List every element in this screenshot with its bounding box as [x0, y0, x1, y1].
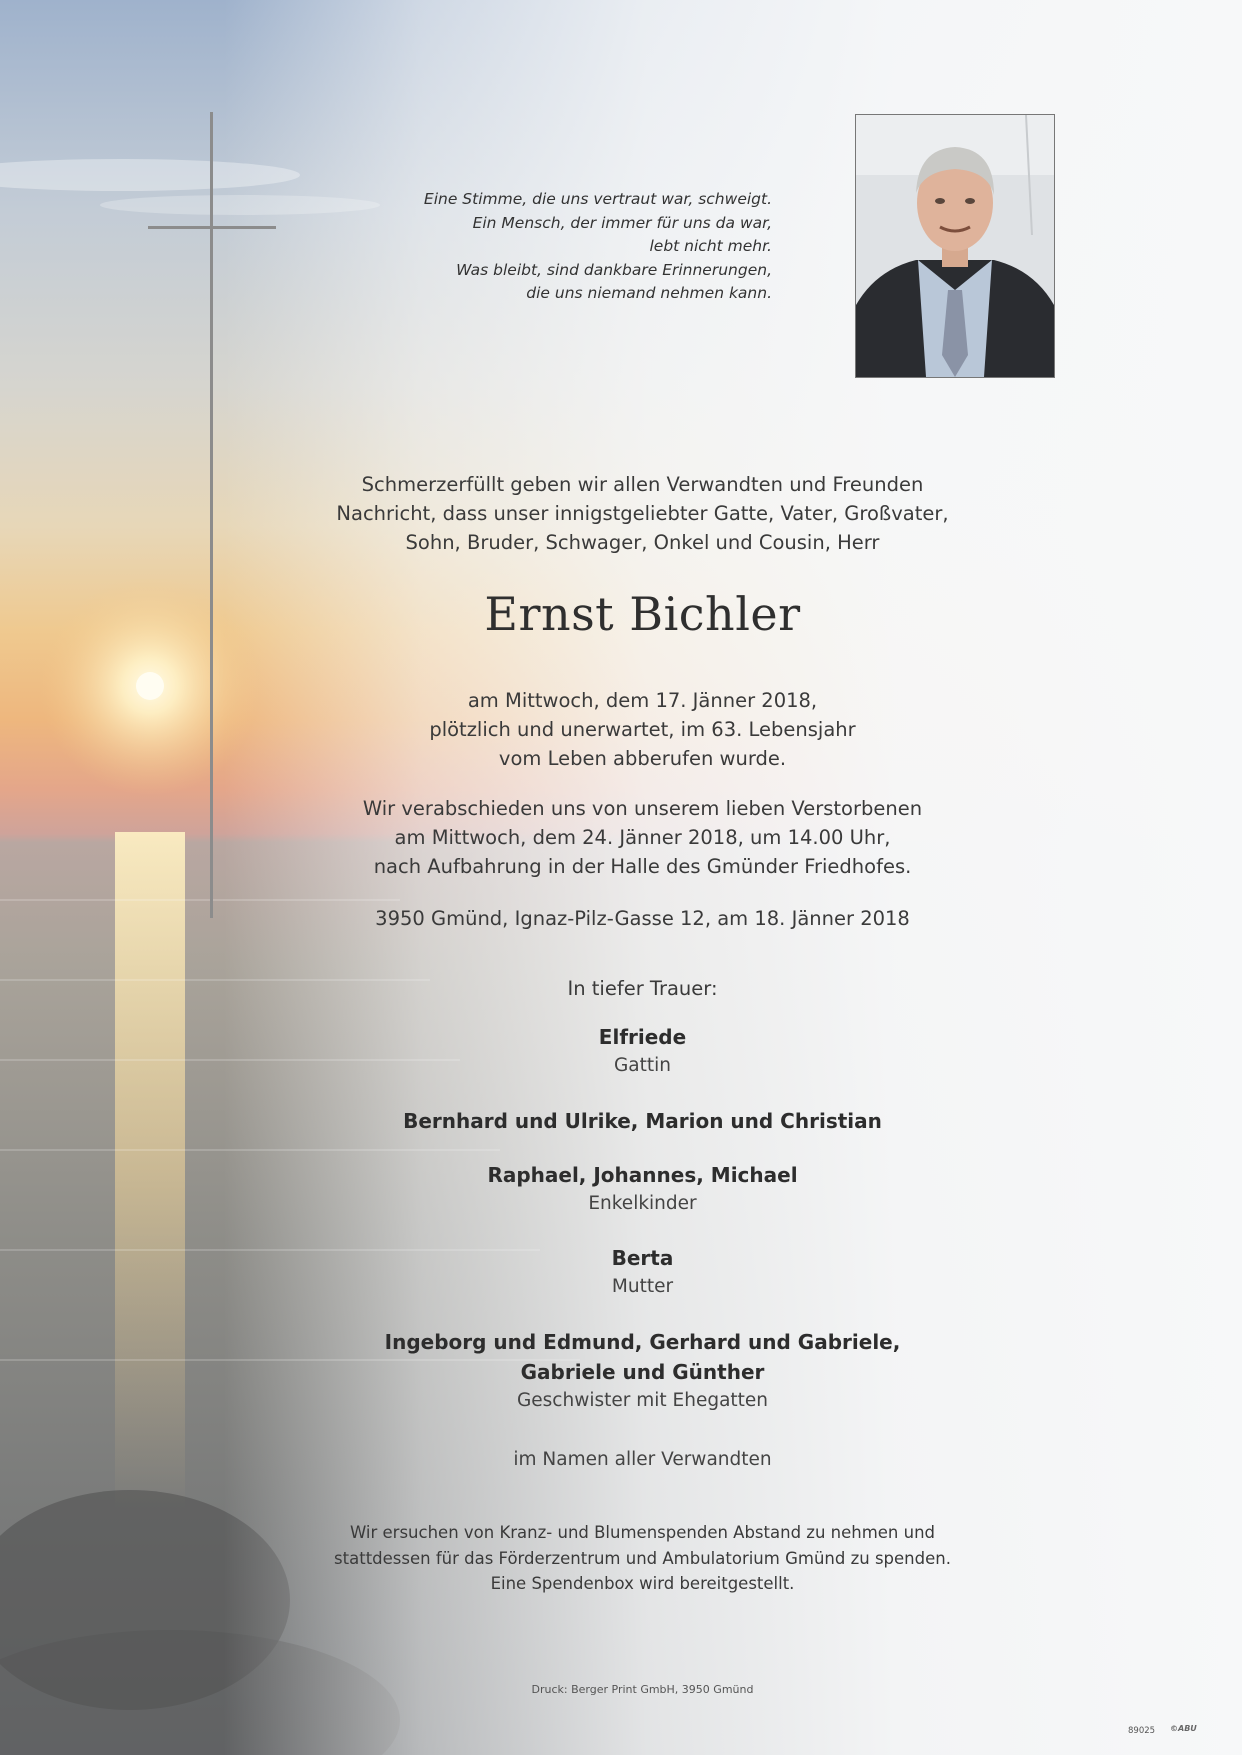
farewell-line: am Mittwoch, dem 24. Jänner 2018, um 14.00 Uhr, [394, 826, 891, 849]
mourner-relation: Enkelkinder [588, 1193, 697, 1214]
cross-vertical-bar [210, 112, 213, 918]
cross-horizontal-bar [148, 226, 276, 229]
quote-line: Eine Stimme, die uns vertraut war, schweigt. [423, 190, 772, 208]
printer-logo: ©ABU [1170, 1724, 1197, 1733]
mourner-group [280, 1106, 1005, 1136]
printer-credit: Druck: Berger Print GmbH, 3950 Gmünd [531, 1683, 754, 1696]
announcement-text [280, 470, 1005, 557]
mourner-relation: Gattin [613, 1055, 672, 1076]
portrait-photo [855, 114, 1055, 378]
quote-line: lebt nicht mehr. [649, 237, 772, 255]
mourner-names: Berta [611, 1246, 674, 1270]
donation-line: Wir ersuchen von Kranz- und Blumenspenden Abstand zu nehmen und [349, 1523, 936, 1542]
donation-line: stattdessen für das Förderzentrum und Ambulatorium Gmünd zu spenden. [334, 1548, 951, 1568]
mourner-group [280, 1327, 1005, 1415]
announcement-line: Schmerzerfüllt geben wir allen Verwandten und Freunden [361, 473, 924, 496]
announcement-line: Sohn, Bruder, Schwager, Onkel und Cousin, Herr [405, 531, 880, 554]
quote-line: Was bleibt, sind dankbare Erinnerungen, [456, 260, 772, 279]
mourner-names: Gabriele und Günther [520, 1360, 765, 1384]
donation-request [280, 1520, 1005, 1597]
mourner-names: Ingeborg und Edmund, Gerhard und Gabriele, [384, 1330, 901, 1354]
farewell-info [280, 794, 1005, 881]
mourner-group [280, 1160, 1005, 1218]
document-code: 89025 [1128, 1726, 1156, 1736]
mourner-group [280, 1243, 1005, 1301]
farewell-line: nach Aufbahrung in der Halle des Gmünder Friedhofes. [373, 855, 912, 878]
mourner-relation: Geschwister mit Ehegatten [516, 1390, 769, 1411]
address-date: 3950 Gmünd, Ignaz-Pilz-Gasse 12, am 18. Jänner 2018 [375, 907, 910, 930]
memorial-quote [380, 188, 772, 306]
mourning-label: In tiefer Trauer: [567, 977, 718, 1000]
mourner-names: Raphael, Johannes, Michael [487, 1163, 798, 1187]
mourner-names: Elfriede [598, 1025, 687, 1049]
quote-line: Ein Mensch, der immer für uns da war, [472, 213, 772, 232]
mourner-names: Bernhard und Ulrike, Marion und Christian [403, 1109, 882, 1133]
quote-line: die uns niemand nehmen kann. [526, 284, 772, 302]
relatives-note: im Namen aller Verwandten [513, 1449, 772, 1470]
announcement-line: Nachricht, dass unser innigstgeliebter Gatte, Vater, Großvater, [336, 502, 949, 525]
donation-line: Eine Spendenbox wird bereitgestellt. [490, 1574, 795, 1593]
deceased-name: Ernst Bichler [484, 587, 801, 641]
death-info [280, 686, 1005, 773]
mourner-group [280, 1022, 1005, 1080]
farewell-line: Wir verabschieden uns von unserem lieben Verstorbenen [362, 797, 923, 820]
death-info-line: vom Leben abberufen wurde. [498, 747, 787, 770]
mourner-relation: Mutter [611, 1276, 674, 1297]
death-info-line: plötzlich und unerwartet, im 63. Lebensjahr [429, 718, 856, 741]
death-info-line: am Mittwoch, dem 17. Jänner 2018, [467, 689, 818, 712]
